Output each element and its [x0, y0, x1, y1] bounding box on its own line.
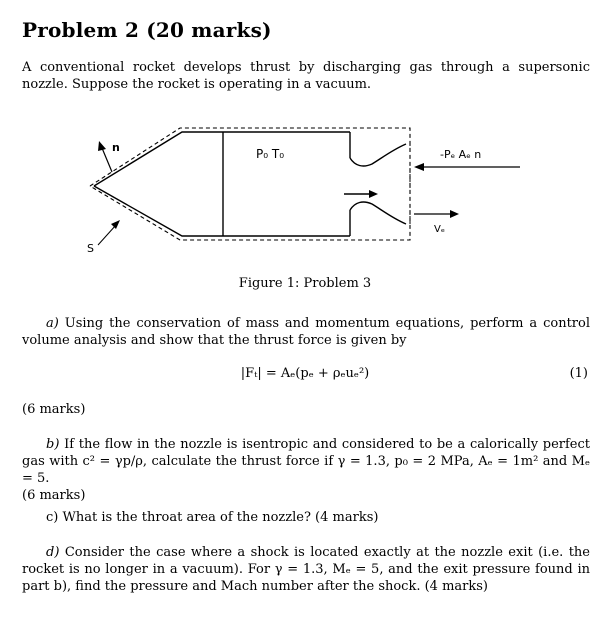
part-c-text: What is the throat area of the nozzle? (4 marks)	[62, 510, 379, 525]
surface-s-label: S	[87, 242, 94, 255]
rocket-body-outline	[94, 132, 406, 236]
part-a-text: Using the conservation of mass and momentum equations, perform a control volume analysis and show that the thrust force is given by	[22, 316, 590, 348]
part-b-paragraph	[22, 436, 590, 504]
thrust-label: -Pₑ Aₑ n	[440, 148, 482, 161]
part-a-paragraph	[22, 315, 590, 349]
thrust-equation: |Fₜ| = Aₑ(pₑ + ρₑuₑ²)	[240, 366, 370, 381]
surface-pointer-arrow	[98, 220, 120, 245]
figure-caption: Figure 1: Problem 3	[238, 276, 372, 291]
rocket-nozzle-figure	[80, 118, 530, 268]
equation-number: (1)	[569, 366, 588, 381]
part-d-paragraph	[22, 544, 590, 595]
part-d-letter: d)	[46, 545, 60, 560]
problem-title: Problem 2 (20 marks)	[22, 18, 272, 42]
part-a-letter: a)	[46, 316, 59, 331]
chamber-conditions-label: P₀ T₀	[256, 147, 285, 161]
part-b-letter: b)	[46, 437, 60, 452]
part-a-marks: (6 marks)	[22, 402, 86, 417]
part-c-letter: c)	[46, 510, 59, 525]
exit-velocity-arrow	[414, 210, 459, 218]
control-surface-outline	[90, 128, 410, 240]
part-d-text: Consider the case where a shock is located exactly at the nozzle exit (i.e. the rocket is no longer in a vacuum). For γ = 1.3, Mₑ = 5, and the exit pressure found in part b), find the pressure and Mach number after the shock. (4 marks)	[22, 545, 590, 594]
flow-direction-arrow	[344, 190, 378, 198]
part-c-paragraph	[22, 509, 590, 526]
thrust-arrow	[414, 163, 520, 171]
exit-velocity-label: Vₑ	[434, 224, 446, 235]
thrust-equation-row	[22, 366, 588, 384]
part-b-marks: (6 marks)	[22, 488, 86, 503]
intro-paragraph: A conventional rocket develops thrust by discharging gas through a supersonic nozzle. Suppose the rocket is operating in a vacuum.	[22, 60, 590, 92]
normal-vector-arrow	[98, 141, 112, 172]
normal-n-label: n	[112, 141, 120, 154]
part-b-text: If the flow in the nozzle is isentropic and considered to be a calorically perfect gas with c² = γp/ρ, calculate the thrust force if γ = 1.3, p₀ = 2 MPa, Aₑ = 1m² and Mₑ = 5.	[22, 437, 590, 486]
